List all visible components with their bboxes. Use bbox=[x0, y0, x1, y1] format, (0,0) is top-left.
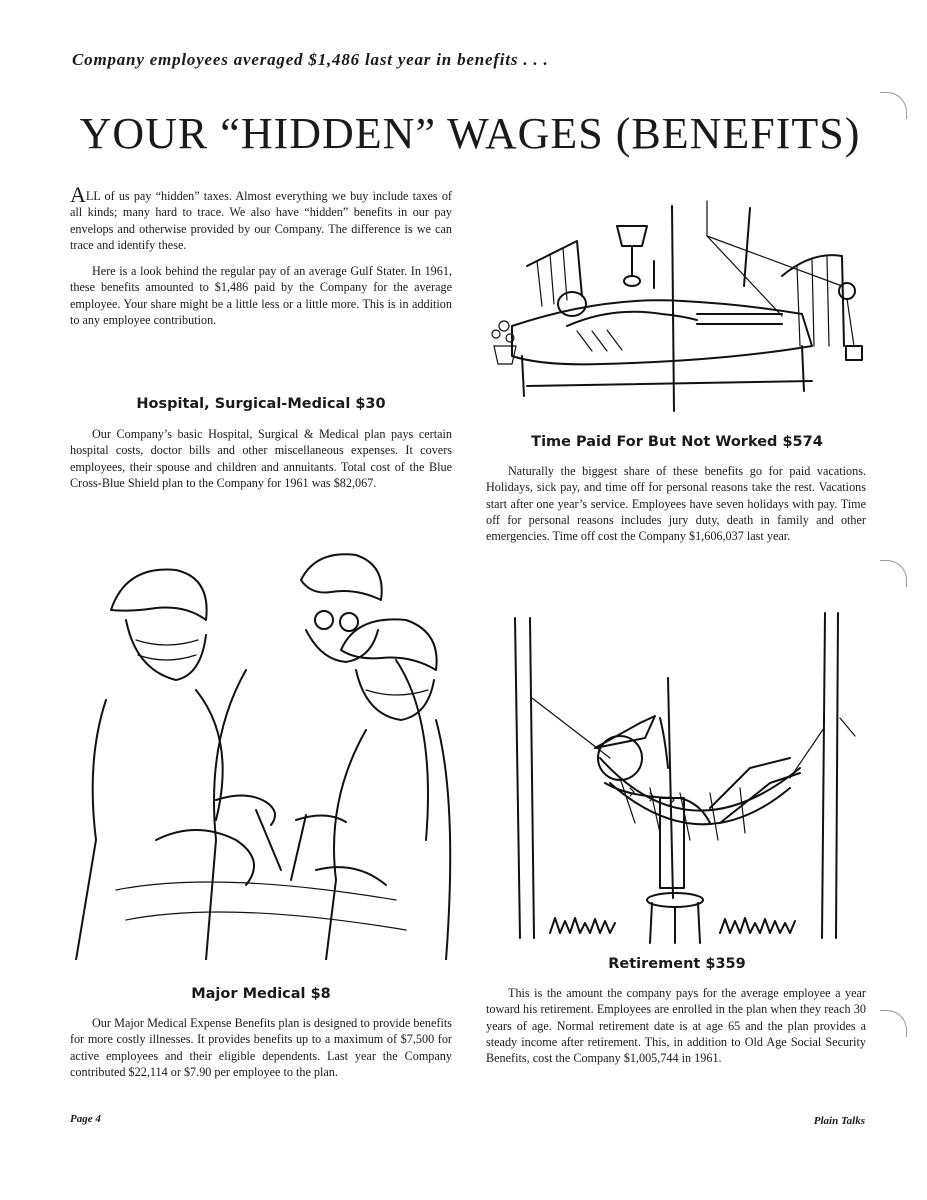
major-medical-section-title: Major Medical $8 bbox=[191, 986, 331, 1002]
retirement-section-title: Retirement $359 bbox=[608, 956, 746, 972]
hospital-paragraph: Our Company’s basic Hospital, Surgical & Medical plan pays certain hospital costs, doctor bills and other miscellaneous expenses. It covers employees, their spouse and children and annuitants. Total cost of the Blue Cross-Blue Shield plan to the Company for 1961 was $82,067. bbox=[70, 427, 452, 490]
retirement-hammock-illustration bbox=[490, 608, 866, 948]
punch-hole-mark bbox=[880, 560, 907, 587]
page-number: Page 4 bbox=[70, 1113, 101, 1125]
publication-name: Plain Talks bbox=[813, 1115, 865, 1127]
dropcap-letter: A bbox=[70, 182, 86, 207]
hospital-section-text bbox=[70, 426, 452, 501]
major-medical-paragraph: Our Major Medical Expense Benefits plan is designed to provide benefits for more costly illnesses. It provides benefits up to a maximum of $7,500 for active employees and their eligible dependents. Last year the Company contributed $22,114 or $7.90 per employee to the plan. bbox=[70, 1016, 452, 1079]
punch-hole-mark bbox=[880, 92, 907, 119]
intro-text bbox=[70, 182, 452, 338]
hospital-bed-illustration bbox=[482, 196, 872, 414]
hospital-section-title: Hospital, Surgical-Medical $30 bbox=[136, 396, 386, 412]
surgeons-illustration bbox=[66, 540, 458, 960]
retirement-section-text bbox=[486, 985, 866, 1076]
intro-paragraph-1: LL of us pay “hidden” taxes. Almost everything we buy include taxes of all kinds; many hard to trace. We also have “hidden” benefits in our pay envelops and otherwise provided by our Company. The difference is we can trace and identify these. bbox=[70, 189, 452, 252]
punch-hole-mark bbox=[880, 1010, 907, 1037]
kicker-line: Company employees averaged $1,486 last year in benefits . . . bbox=[72, 50, 549, 69]
intro-paragraph-2: Here is a look behind the regular pay of an average Gulf Stater. In 1961, these benefits amounted to $1,486 paid by the Company for the average employee. Your share might be a little less or a little more. This is in addition to any employee contribution. bbox=[70, 264, 452, 328]
time-paid-paragraph: Naturally the biggest share of these benefits go for paid vacations. Holidays, sick pay, and time off for personal reasons take the rest. Vacations start after one year’s service. Employees have seven holidays with pay. Time off for personal reasons includes jury duty, death in family and other emergencies. Time off cost the Company $1,606,037 last year. bbox=[486, 464, 866, 544]
time-paid-section-text bbox=[486, 463, 866, 554]
retirement-paragraph: This is the amount the company pays for the average employee a year toward his retirement. Employees are enrolled in the plan when they reach 30 years of age. Normal retirement date is at age 65 and the plan provides a steady income after retirement. This, in addition to Old Age Social Security Benefits, cost the Company $1,005,744 in 1961. bbox=[486, 986, 866, 1066]
page-headline: YOUR “HIDDEN” WAGES (BENEFITS) bbox=[79, 109, 861, 158]
time-paid-section-title: Time Paid For But Not Worked $574 bbox=[531, 434, 823, 450]
major-medical-section-text bbox=[70, 1015, 452, 1090]
